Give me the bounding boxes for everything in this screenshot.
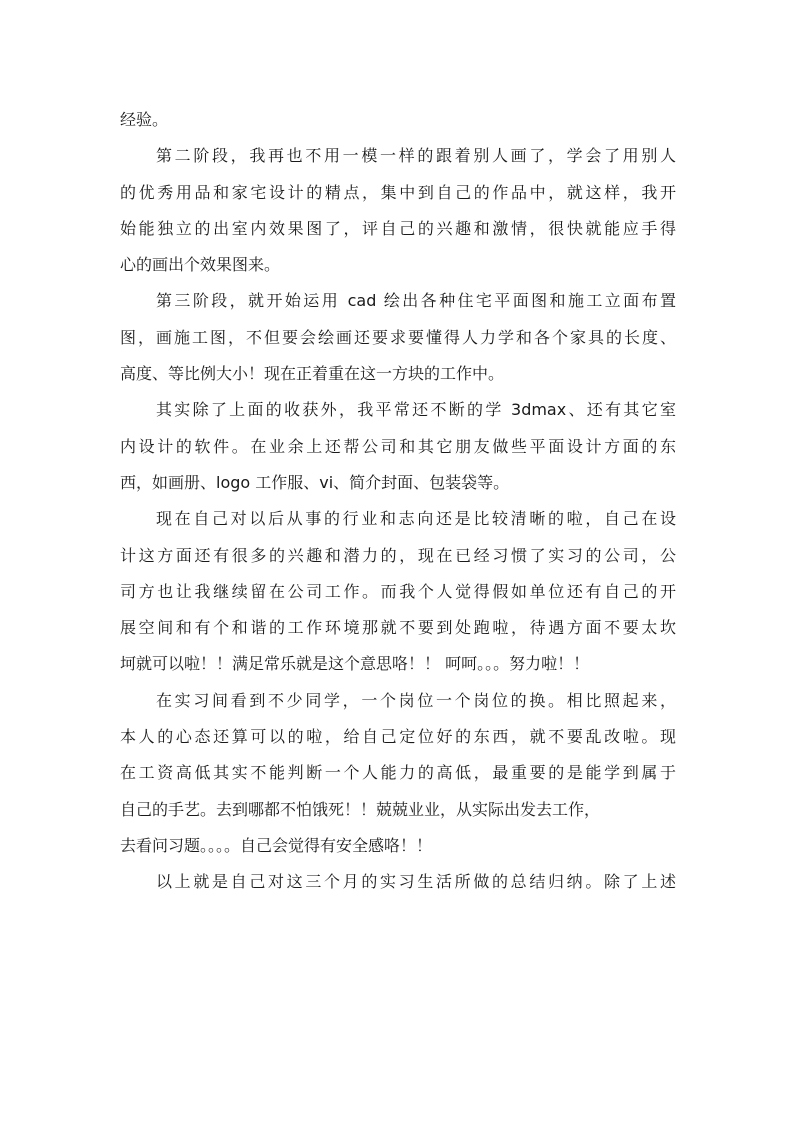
text-line: 第二阶段，我再也不用一模一样的跟着别人画了，学会了用别人 [156,146,676,166]
text-line: 现在自己对以后从事的行业和志向还是比较清晰的啦，自己在设 [156,509,676,529]
text-line: 去看问习题。。。。自己会觉得有安全感咯！！ [120,835,433,855]
text-line: 本人的心态还算可以的啦，给自己定位好的东西，就不要乱改啦。现 [120,727,676,747]
text-line: 在实习间看到不少同学，一个岗位一个岗位的换。相比照起来， [156,690,676,710]
text-line: 第三阶段，就开始运用 cad 绘出各种住宅平面图和施工立面布置 [156,291,676,311]
text-line: 展空间和有个和谐的工作环境那就不要到处跑啦，待遇方面不要太坎 [120,618,676,638]
text-line: 以上就是自己对这三个月的实习生活所做的总结归纳。除了上述 [156,872,676,892]
text-line: 图，画施工图，不但要会绘画还要求要懂得人力学和各个家具的长度、 [120,327,676,347]
text-line: 计这方面还有很多的兴趣和潜力的，现在已经习惯了实习的公司，公 [120,545,676,565]
text-line: 经验。 [120,110,169,129]
text-line: 司方也让我继续留在公司工作。而我个人觉得假如单位还有自己的开 [120,581,676,601]
text-line: 的优秀用品和家宅设计的精点，集中到自己的作品中，就这样，我开 [120,182,676,202]
text-line: 高度、等比例大小！现在正着重在这一方块的工作中。 [120,364,505,384]
text-line: 自己的手艺。去到哪都不怕饿死！！兢兢业业，从实际出发去工作， [120,799,601,819]
text-line: 内设计的软件。在业余上还帮公司和其它朋友做些平面设计方面的东 [120,436,676,456]
text-line: 在工资高低其实不能判断一个人能力的高低，最重要的是能学到属于 [120,763,676,783]
text-line: 西，如画册、logo 工作服、vi、简介封面、包装袋等。 [120,472,510,492]
text-line: 坷就可以啦！！满足常乐就是这个意思咯！！ 呵呵。。。努力啦！！ [120,654,590,674]
text-line: 始能独立的出室内效果图了，评自己的兴趣和激情，很快就能应手得 [120,218,676,238]
document-body [120,102,676,901]
text-line: 心的画出个效果图来。 [120,255,281,275]
text-line: 其实除了上面的收获外，我平常还不断的学 3dmax、还有其它室 [156,400,676,420]
